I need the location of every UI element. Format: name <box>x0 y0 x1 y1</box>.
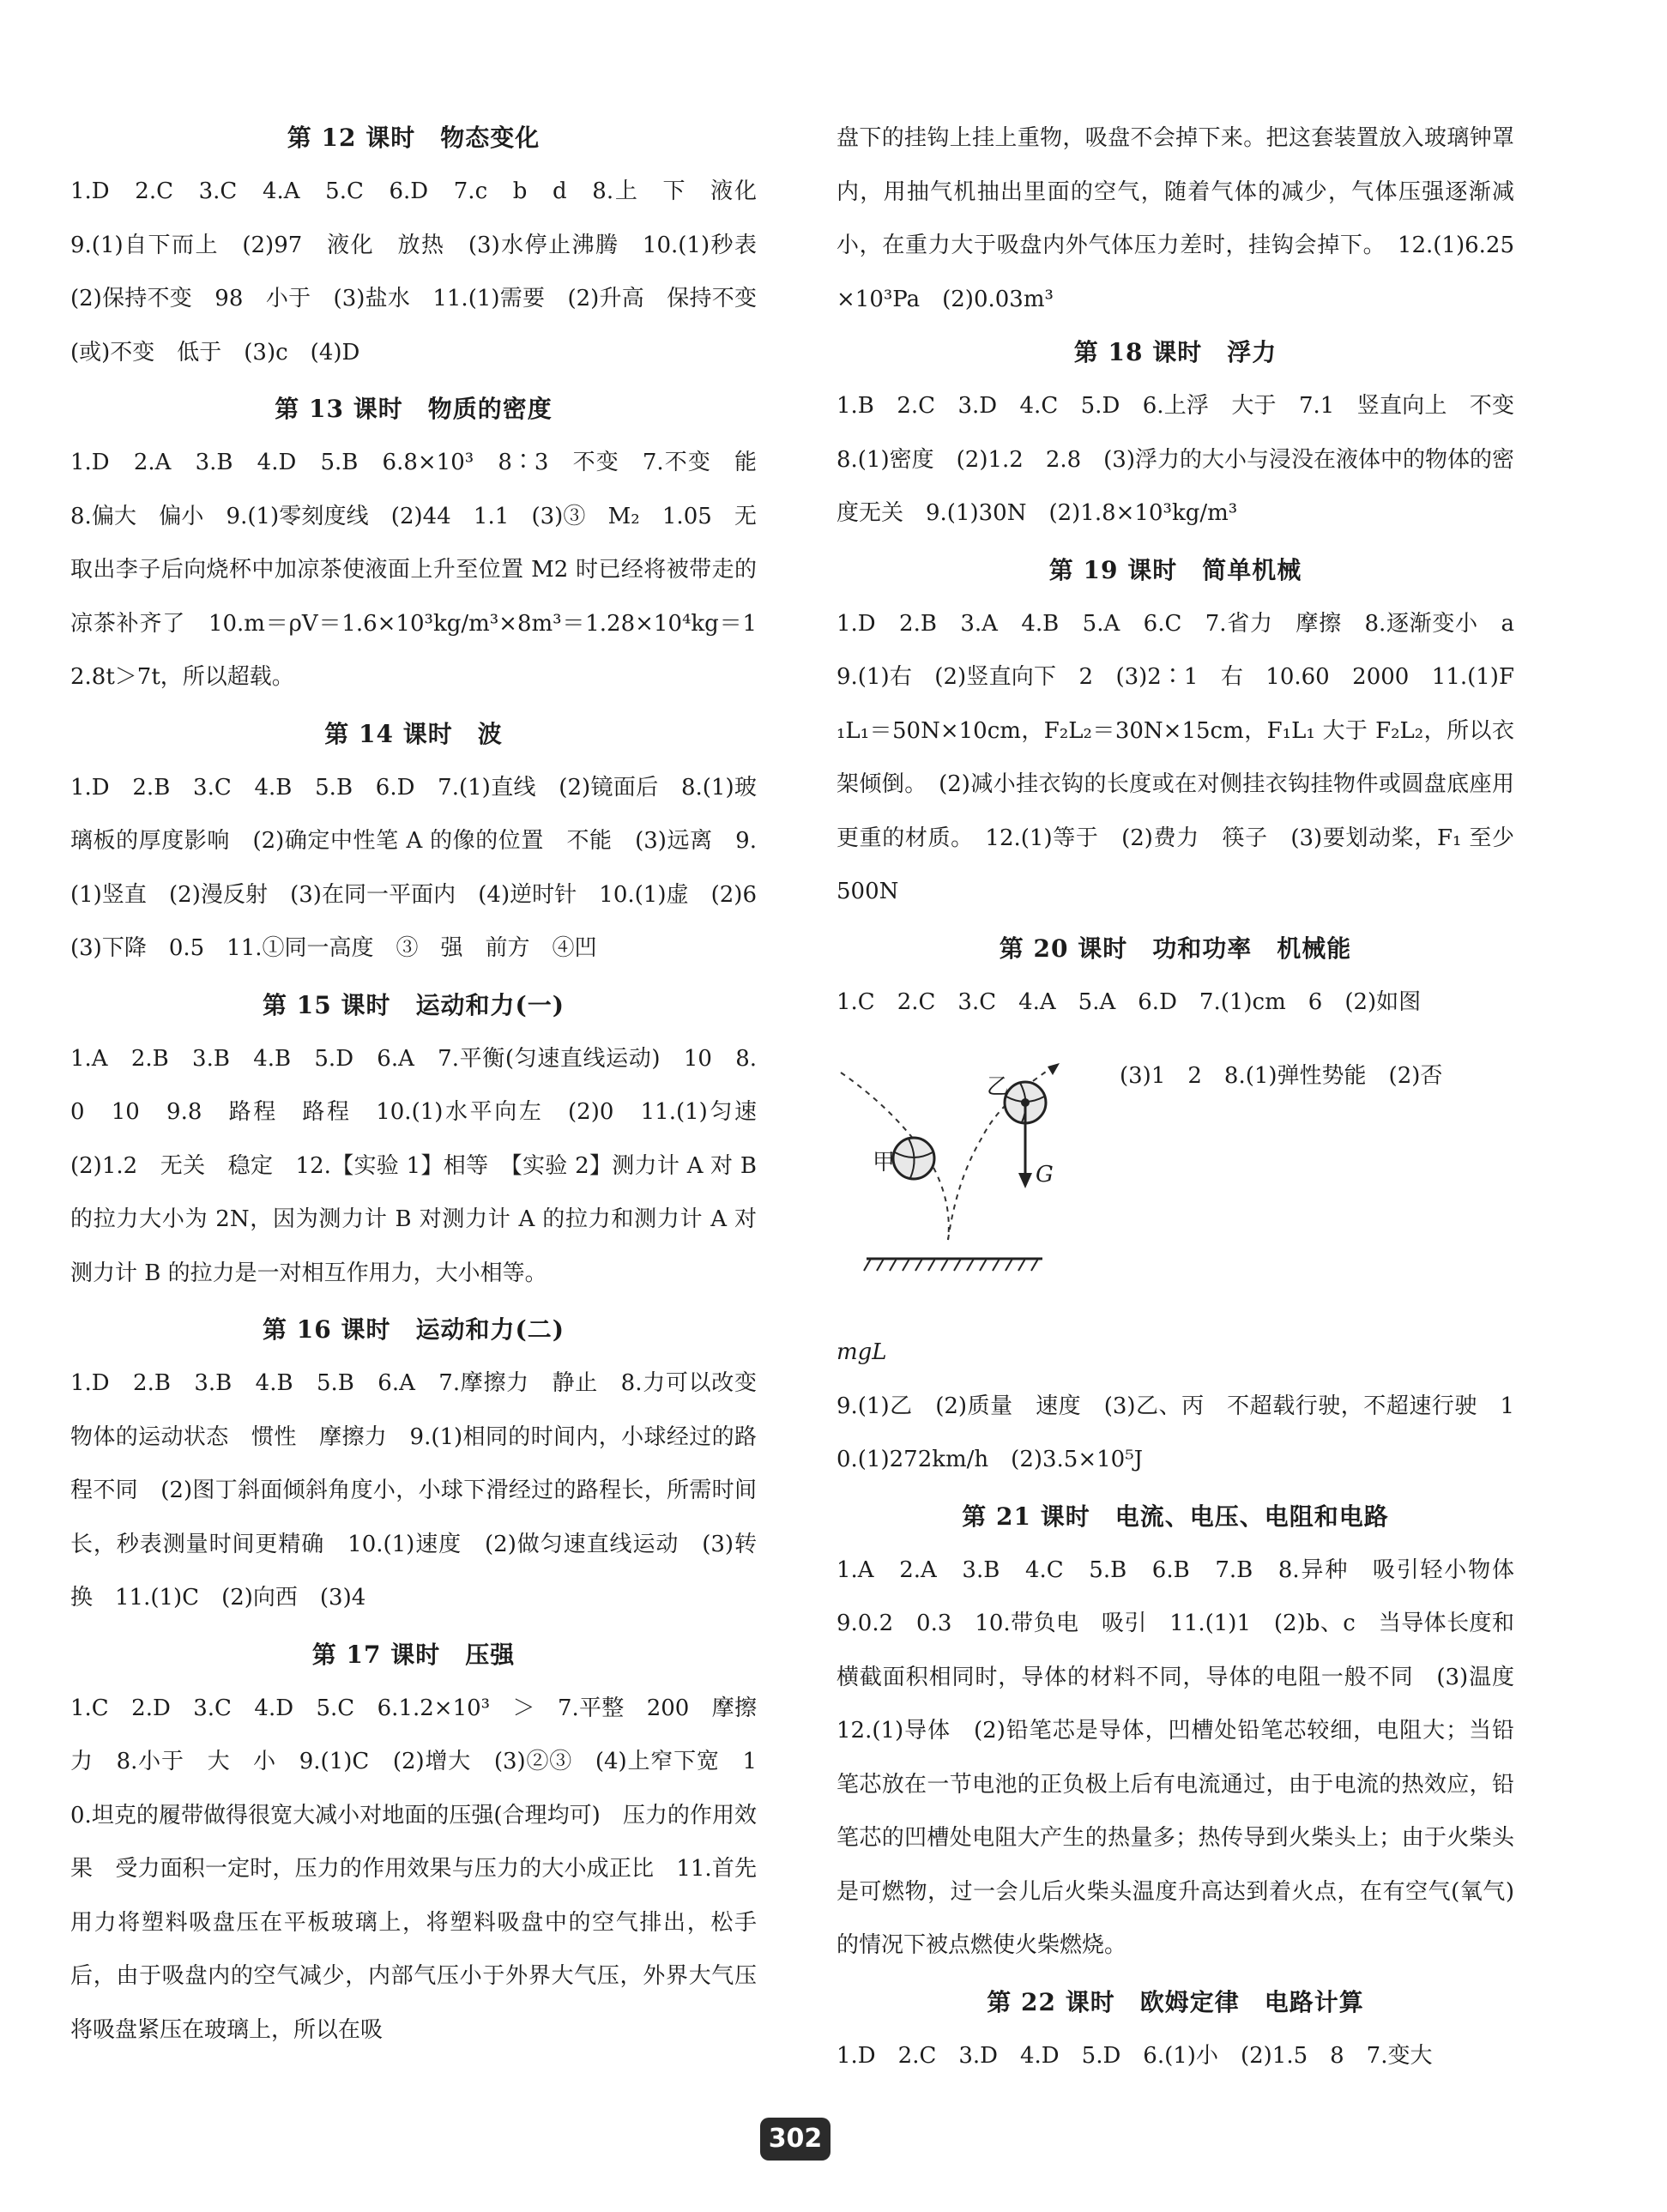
section-heading: 第 12 课时 物态变化 <box>287 124 541 152</box>
section-heading: 第 13 课时 物质的密度 <box>275 395 553 423</box>
section-heading: 第 17 课时 压强 <box>311 1640 516 1669</box>
answer-section <box>837 1490 1537 1973</box>
answer-text: 1.D 2.C 3.C 4.A 5.C 6.D 7.c b d 8.上 下 液化 9.(1)自下而上 (2)97 液化 放热 (3)水停止沸腾 10.(1)秒表 (2)保持不变 98 小于 (3)盐水 11.(1)需要 (2)升高 保持不变(或)不变 低于 (3)c (4)D <box>70 178 780 366</box>
answer-text: 1.A 2.A 3.B 4.C 5.B 6.B 7.B 8.异种 吸引轻小物体 9.0.2 0.3 10.带负电 吸引 11.(1)1 (2)b、c 当导体长度和横截面积相同时，导体的材料不同，导体的电阻一般不同 (3)温度 12.(1)导体 (2)铅笔芯是导体，凹槽处铅笔芯较细，电阻大；当铅笔芯放在一节电池的正负极上后有电流通过，由于电流的热效应，铅笔芯的凹槽处电阻大产生的热量多；热传导到火柴头上；由于火柴头是可燃物，过一会儿后火柴头温度升高达到着火点，在有空气(氧气)的情况下被点燃使火柴燃烧。 <box>837 1556 1537 1958</box>
answer-section <box>70 708 780 976</box>
answer-text: 9.(1)乙 (2)质量 速度 (3)乙、丙 不超载行驶，不超速行驶 10.(1)272km/h (2)3.5×10⁵J <box>837 1393 1514 1472</box>
answer-text: 1.A 2.B 3.B 4.B 5.D 6.A 7.平衡(匀速直线运动) 10 8.0 10 9.8 路程 路程 10.(1)水平向左 (2)0 11.(1)匀速 (2)1.2 无关 稳定 12.【实验 1】相等 【实验 2】测力计 A 对 B 的拉力大小为 2N，因为测力计 B 对测力计 A 的拉力和测力计 A 对测力计 B 的拉力是一对相互作用力，大小相等。 <box>70 1045 780 1286</box>
answer-section <box>837 544 1537 919</box>
ball-trajectory-figure <box>837 1034 1514 1326</box>
trajectory-diagram <box>837 1034 1111 1291</box>
answer-text: 1.D 2.B 3.B 4.B 5.B 6.A 7.摩擦力 静止 8.力可以改变物体的运动状态 惯性 摩擦力 9.(1)相同的时间内，小球经过的路程不同 (2)图丁斜面倾斜角度小，小球下滑经过的路程长，所需时间长，秒表测量时间更精确 10.(1)速度 (2)做匀速直线运动 (3)转换 11.(1)C (2)向西 (3)4 <box>70 1370 757 1611</box>
answer-section <box>70 979 780 1301</box>
ball-jia <box>893 1138 934 1179</box>
answer-section <box>837 1976 1514 2083</box>
answer-text: 1.B 2.C 3.D 4.C 5.D 6.上浮 大于 7.1 竖直向上 不变 8.(1)密度 (2)1.2 2.8 (3)浮力的大小与浸没在液体中的物体的密度无关 9.(1)30N (2)1.8×10³kg/m³ <box>837 393 1537 526</box>
label-jia: 甲 <box>873 1150 896 1176</box>
answer-section <box>70 1629 757 2058</box>
section-heading: 第 18 课时 浮力 <box>1073 338 1277 366</box>
answer-section <box>70 112 780 379</box>
section-heading: 第 14 课时 波 <box>324 719 503 748</box>
answer-text: 1.D 2.B 3.C 4.B 5.B 6.D 7.(1)直线 (2)镜面后 8.(1)玻璃板的厚度影响 (2)确定中性笔 A 的像的位置 不能 (3)远离 9.(1)竖直 (2)漫反射 (3)在同一平面内 (4)逆时针 10.(1)虚 (2)6 (3)下降 0.5 11.①同一高度 ③ 强 前方 ④凹 <box>70 774 780 961</box>
answer-text: 1.D 2.B 3.A 4.B 5.A 6.C 7.省力 摩擦 8.逐渐变小 a 9.(1)右 (2)竖直向下 2 (3)2∶1 右 10.60 2000 11.(1)F₁L₁＝50N×10cm，F₂L₂＝30N×15cm，F₁L₁ 大于 F₂L₂，所以衣架倾倒。 (2)减小挂衣钩的长度或在对侧挂衣钩挂物件或圆盘底座用更重的材质。 12.(1)等于 (2)费力 筷子 (3)要划动桨，F₁ 至少 500N <box>837 610 1537 904</box>
section-heading: 第 22 课时 欧姆定律 电路计算 <box>987 1987 1364 2016</box>
page-number: 302 <box>760 2118 830 2161</box>
section-heading: 第 19 课时 简单机械 <box>1048 555 1302 584</box>
right-column <box>837 112 1537 2086</box>
answer-text: 1.D 2.C 3.D 4.D 5.D 6.(1)小 (2)1.5 8 7.变大 <box>837 2042 1433 2069</box>
left-column <box>70 112 780 2060</box>
answer-section <box>837 326 1537 541</box>
answer-text: 1.C 2.D 3.C 4.D 5.C 6.1.2×10³ ＞ 7.平整 200 摩擦力 8.小于 大 小 9.(1)C (2)增大 (3)②③ (4)上窄下宽 10.坦克的履带做得很宽大减小对地面的压强(合理均可) 压力的作用效果 受力面积一定时，压力的作用效果与压力的大小成正比 11.首先用力将塑料吸盘压在平板玻璃上，将塑料吸盘中的空气排出，松手后，由于吸盘内的空气减少，内部气压小于外界大气压，外界大气压将吸盘紧压在玻璃上，所以在吸 <box>70 1695 757 2043</box>
answer-section <box>70 1303 757 1625</box>
label-yi: 乙 <box>987 1074 1010 1100</box>
figure-side-text: (3)1 2 8.(1)弹性势能 (2)否 <box>1120 1063 1443 1089</box>
section-heading: 第 15 课时 运动和力(一) <box>263 990 565 1019</box>
section-20-line1: 1.C 2.C 3.C 4.A 5.A 6.D 7.(1)cm 6 (2)如图 <box>837 988 1422 1015</box>
figure-after-text: mgL <box>837 1339 887 1365</box>
answer-section <box>70 383 780 704</box>
label-g: G <box>1036 1162 1054 1188</box>
section-20 <box>837 922 1514 1487</box>
answer-text: 1.D 2.A 3.B 4.D 5.B 6.8×10³ 8∶3 不变 7.不变 能 8.偏大 偏小 9.(1)零刻度线 (2)44 1.1 (3)③ M₂ 1.05 无 取出李子后向烧杯中加凉茶使液面上升至位置 M2 时已经将被带走的凉茶补齐了 10.m＝ρV＝1.6×10³kg/m³×8m³＝1.28×10⁴kg＝12.8t＞7t，所以超载。 <box>70 450 780 690</box>
right-lead-text: 盘下的挂钩上挂上重物，吸盘不会掉下来。把这套装置放入玻璃钟罩内，用抽气机抽出里面的空气，随着气体的减少，气体压强逐渐减小，在重力大于吸盘内外气体压力差时，挂钩会掉下。 12.(1)6.25×10³Pa (2)0.03m³ <box>837 125 1514 312</box>
section-heading: 第 16 课时 运动和力(二) <box>263 1315 565 1344</box>
section-heading: 第 21 课时 电流、电压、电阻和电路 <box>962 1502 1389 1531</box>
section-heading: 第 20 课时 功和功率 机械能 <box>999 934 1352 963</box>
